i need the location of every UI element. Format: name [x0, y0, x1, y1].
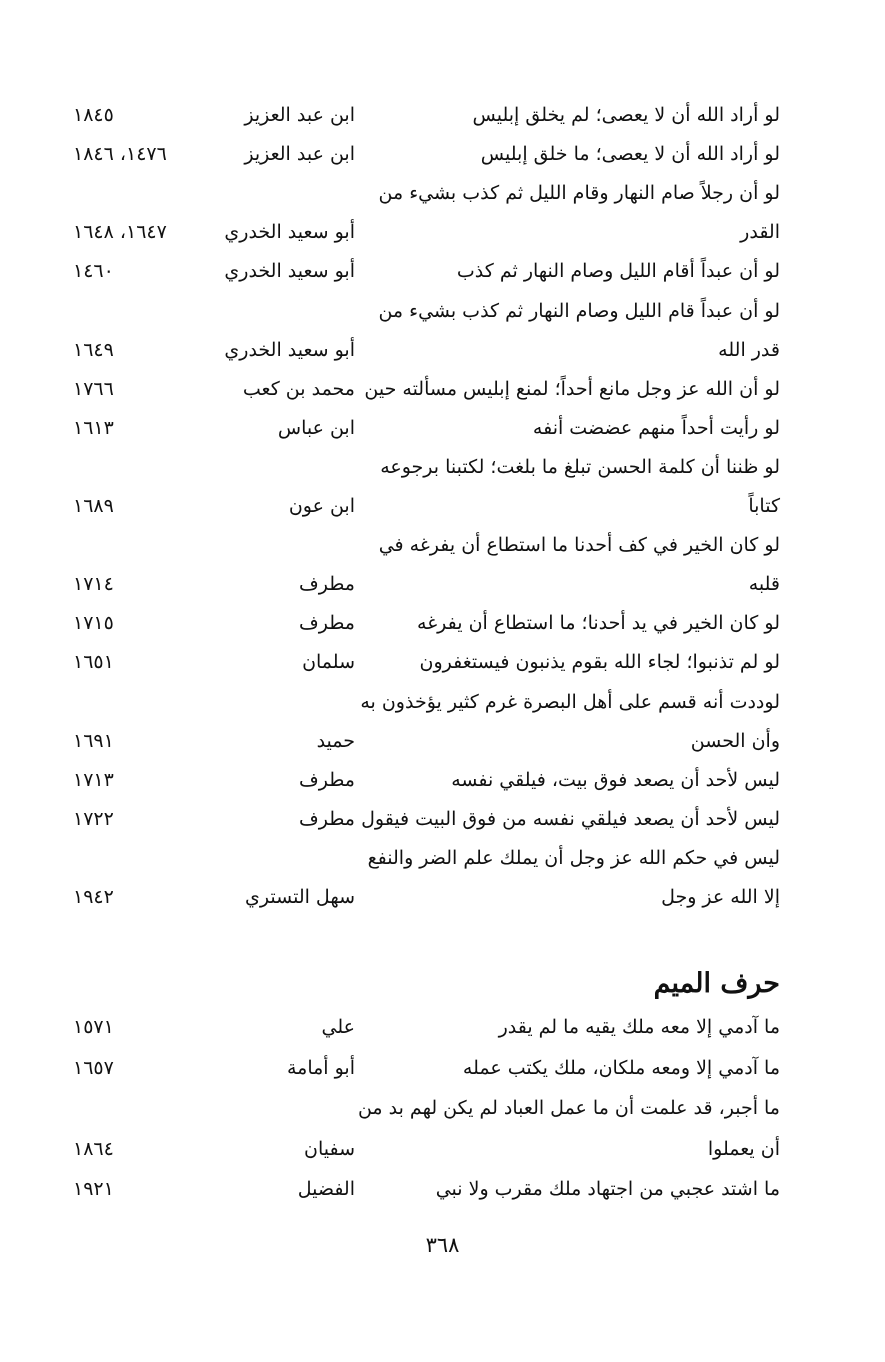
- index-entry-row: [0, 95, 885, 135]
- entry-text: قلبه: [748, 573, 780, 596]
- index-entry-row: [0, 1007, 885, 1047]
- entry-reference-number: ١٤٧٦، ١٨٤٦: [73, 143, 167, 166]
- entry-reference-number: ١٦٤٧، ١٦٤٨: [73, 221, 167, 244]
- entry-narrator: علي: [321, 1016, 355, 1038]
- entry-text: لو رأيت أحداً منهم عضضت أنفه: [532, 416, 780, 439]
- entry-reference-number: ١٦٥٧: [73, 1056, 114, 1079]
- index-entry-row: [0, 877, 885, 917]
- index-entry-row: [0, 173, 885, 213]
- index-entry-row: [0, 1129, 885, 1169]
- entry-text: كتاباً: [748, 495, 780, 517]
- entry-narrator: ابن عون: [288, 495, 355, 517]
- index-entry-row: [0, 525, 885, 565]
- entry-reference-number: ١٧١٥: [73, 612, 114, 635]
- entry-narrator: ابن عباس: [277, 416, 355, 439]
- entry-narrator: ابن عبد العزيز: [244, 143, 355, 166]
- entry-text: لو أن الله عز وجل مانع أحداً؛ لمنع إبليس مسألته حين: [364, 377, 780, 400]
- entry-reference-number: ١٩٤٢: [73, 886, 114, 908]
- entry-reference-number: ١٦٥١: [73, 651, 114, 674]
- entry-reference-number: ١٩٢١: [73, 1178, 114, 1200]
- index-entry-row: [0, 212, 885, 252]
- entry-narrator: مطرف: [299, 573, 355, 596]
- entry-reference-number: ١٤٦٠: [73, 260, 114, 283]
- entry-text: ليس لأحد أن يصعد فوق بيت، فيلقي نفسه: [451, 768, 780, 791]
- entry-narrator: أبو سعيد الخدري: [224, 260, 355, 283]
- entry-narrator: محمد بن كعب: [242, 377, 355, 400]
- entry-text: لو لم تذنبوا؛ لجاء الله بقوم يذنبون فيستغفرون: [419, 651, 780, 674]
- entry-text: لو ظننا أن كلمة الحسن تبلغ ما بلغت؛ لكتبنا برجوعه: [380, 455, 780, 478]
- entry-reference-number: ١٧١٤: [73, 573, 114, 596]
- entry-reference-number: ١٨٦٤: [73, 1137, 114, 1160]
- index-entry-row: [0, 682, 885, 722]
- entry-narrator: مطرف: [299, 807, 355, 830]
- index-entry-row: [0, 486, 885, 526]
- index-entry-row: [0, 1088, 885, 1128]
- entry-text: لو أن عبداً أقام الليل وصام النهار ثم كذب: [456, 260, 780, 283]
- entry-text: قدر الله: [718, 338, 780, 361]
- index-entry-row: [0, 291, 885, 331]
- entry-text: لو أن عبداً قام الليل وصام النهار ثم كذب بشيء من: [378, 299, 780, 322]
- entry-text: ما آدمي إلا ومعه ملكان، ملك يكتب عمله: [462, 1056, 780, 1079]
- index-entry-row: [0, 369, 885, 409]
- entry-narrator: أبو سعيد الخدري: [224, 221, 355, 244]
- entry-narrator: سفيان: [303, 1137, 355, 1160]
- index-entry-row: [0, 760, 885, 800]
- index-entry-row: [0, 721, 885, 761]
- entry-reference-number: ١٧٦٦: [73, 377, 114, 400]
- index-entry-row: [0, 1048, 885, 1088]
- entry-text: إلا الله عز وجل: [661, 886, 780, 908]
- entry-reference-number: ١٨٤٥: [73, 104, 114, 126]
- entry-text: ليس لأحد أن يصعد فيلقي نفسه من فوق البيت فيقول: [361, 807, 780, 830]
- entry-narrator: سلمان: [302, 651, 355, 674]
- entry-reference-number: ١٦٨٩: [73, 495, 114, 517]
- entry-reference-number: ١٦٩١: [73, 729, 114, 752]
- entry-text: لو أراد الله أن لا يعصى؛ لم يخلق إبليس: [472, 104, 780, 126]
- index-entry-row: [0, 838, 885, 878]
- entry-text: لو كان الخير في يد أحدنا؛ ما استطاع أن يفرغه: [417, 612, 780, 635]
- entry-narrator: أبو أمامة: [286, 1056, 355, 1079]
- entry-text: لو كان الخير في كف أحدنا ما استطاع أن يفرغه في: [378, 534, 780, 557]
- index-entry-row: [0, 564, 885, 604]
- index-entry-row: [0, 408, 885, 448]
- section-heading-mim: حرف الميم: [653, 968, 780, 999]
- entry-narrator: ابن عبد العزيز: [244, 104, 355, 126]
- entry-narrator: مطرف: [299, 768, 355, 791]
- entry-narrator: مطرف: [299, 612, 355, 635]
- entry-text: ما آدمي إلا معه ملك يقيه ما لم يقدر: [498, 1016, 780, 1038]
- index-entry-row: [0, 447, 885, 487]
- index-entry-row: [0, 799, 885, 839]
- entry-narrator: الفضيل: [297, 1178, 355, 1200]
- page-number: ٣٦٨: [425, 1233, 460, 1257]
- index-entry-row: [0, 134, 885, 174]
- entry-text: وأن الحسن: [690, 729, 780, 752]
- entry-narrator: أبو سعيد الخدري: [224, 338, 355, 361]
- entry-text: ليس في حكم الله عز وجل أن يملك علم الضر والنفع: [367, 846, 780, 869]
- index-entry-row: [0, 642, 885, 682]
- index-entry-row: [0, 251, 885, 291]
- entry-reference-number: ١٧٢٢: [73, 807, 114, 830]
- entry-reference-number: ١٧١٣: [73, 768, 114, 791]
- entry-text: لو أراد الله أن لا يعصى؛ ما خلق إبليس: [480, 143, 780, 166]
- entry-narrator: حميد: [316, 729, 355, 752]
- entry-text: ما اشتد عجبي من اجتهاد ملك مقرب ولا نبي: [435, 1178, 780, 1200]
- entry-reference-number: ١٥٧١: [73, 1016, 114, 1038]
- entry-text: لو أن رجلاً صام النهار وقام الليل ثم كذب بشيء من: [378, 182, 780, 205]
- entry-text: لوددت أنه قسم على أهل البصرة غرم كثير يؤخذون به: [360, 690, 780, 713]
- entry-text: القدر: [740, 221, 780, 244]
- index-entry-row: [0, 603, 885, 643]
- index-entry-row: [0, 1169, 885, 1209]
- entry-text: أن يعملوا: [707, 1137, 780, 1160]
- entry-text: ما أجبر، قد علمت أن ما عمل العباد لم يكن لهم بد من: [357, 1097, 780, 1119]
- index-entry-row: [0, 330, 885, 370]
- entry-narrator: سهل التستري: [245, 886, 355, 908]
- entry-reference-number: ١٦٤٩: [73, 338, 114, 361]
- entry-reference-number: ١٦١٣: [73, 416, 114, 439]
